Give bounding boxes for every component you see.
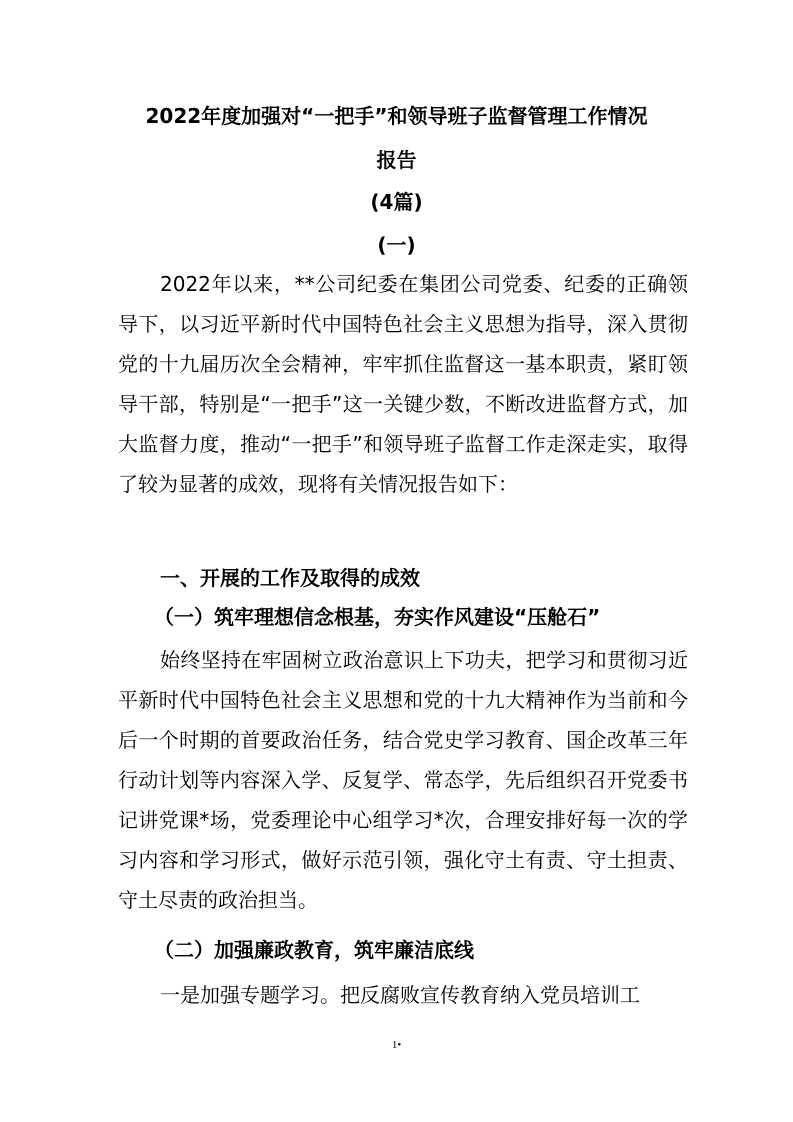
document-title-count: (4篇) [370,190,423,214]
intro-paragraph [118,264,688,504]
intro-paragraph-text: 2022年以来，**公司纪委在集团公司党委、纪委的正确领导下，以习近平新时代中国特色社会主义思想为指导，深入贯彻党的十九届历次全会精神，牢牢抓住监督这一基本职责，紧盯领导干部，特别是“一把手”这一关键少数，不断改进监督方式，加大监督力度，推动“一把手”和领导班子监督工作走深走实，取得了较为显著的成效，现将有关情况报告如下： [118,272,688,496]
subsection-1-paragraph [118,640,688,920]
subsection-2-paragraph [118,975,688,1015]
document-title-line-2: 报告 [376,148,417,172]
page-number-dot: • [397,1039,402,1051]
subsection-2-paragraph-text: 一是加强专题学习。把反腐败宣传教育纳入党员培训工 [160,983,640,1007]
subsection-heading-1: （一）筑牢理想信念根基，夯实作风建设“压舱石” [154,605,601,629]
page-number [0,1038,793,1052]
section-heading-1: 一、开展的工作及取得的成效 [160,566,420,590]
part-marker: (一) [377,233,416,257]
page-number-value: 1 [391,1039,398,1051]
document-title-line-1: 2022年度加强对“一把手”和领导班子监督管理工作情况 [145,104,648,128]
subsection-heading-2: （二）加强廉政教育，筑牢廉洁底线 [154,938,474,962]
subsection-1-paragraph-text: 始终坚持在牢固树立政治意识上下功夫，把学习和贯彻习近平新时代中国特色社会主义思想和党的十九大精神作为当前和今后一个时期的首要政治任务，结合党史学习教育、国企改革三年行动计划等内容深入学、反复学、常态学，先后组织召开党委书记讲党课*场，党委理论中心组学习*次，合理安排好每一次的学习内容和学习形式，做好示范引领，强化守土有责、守土担责、守土尽责的政治担当。 [118,648,688,912]
